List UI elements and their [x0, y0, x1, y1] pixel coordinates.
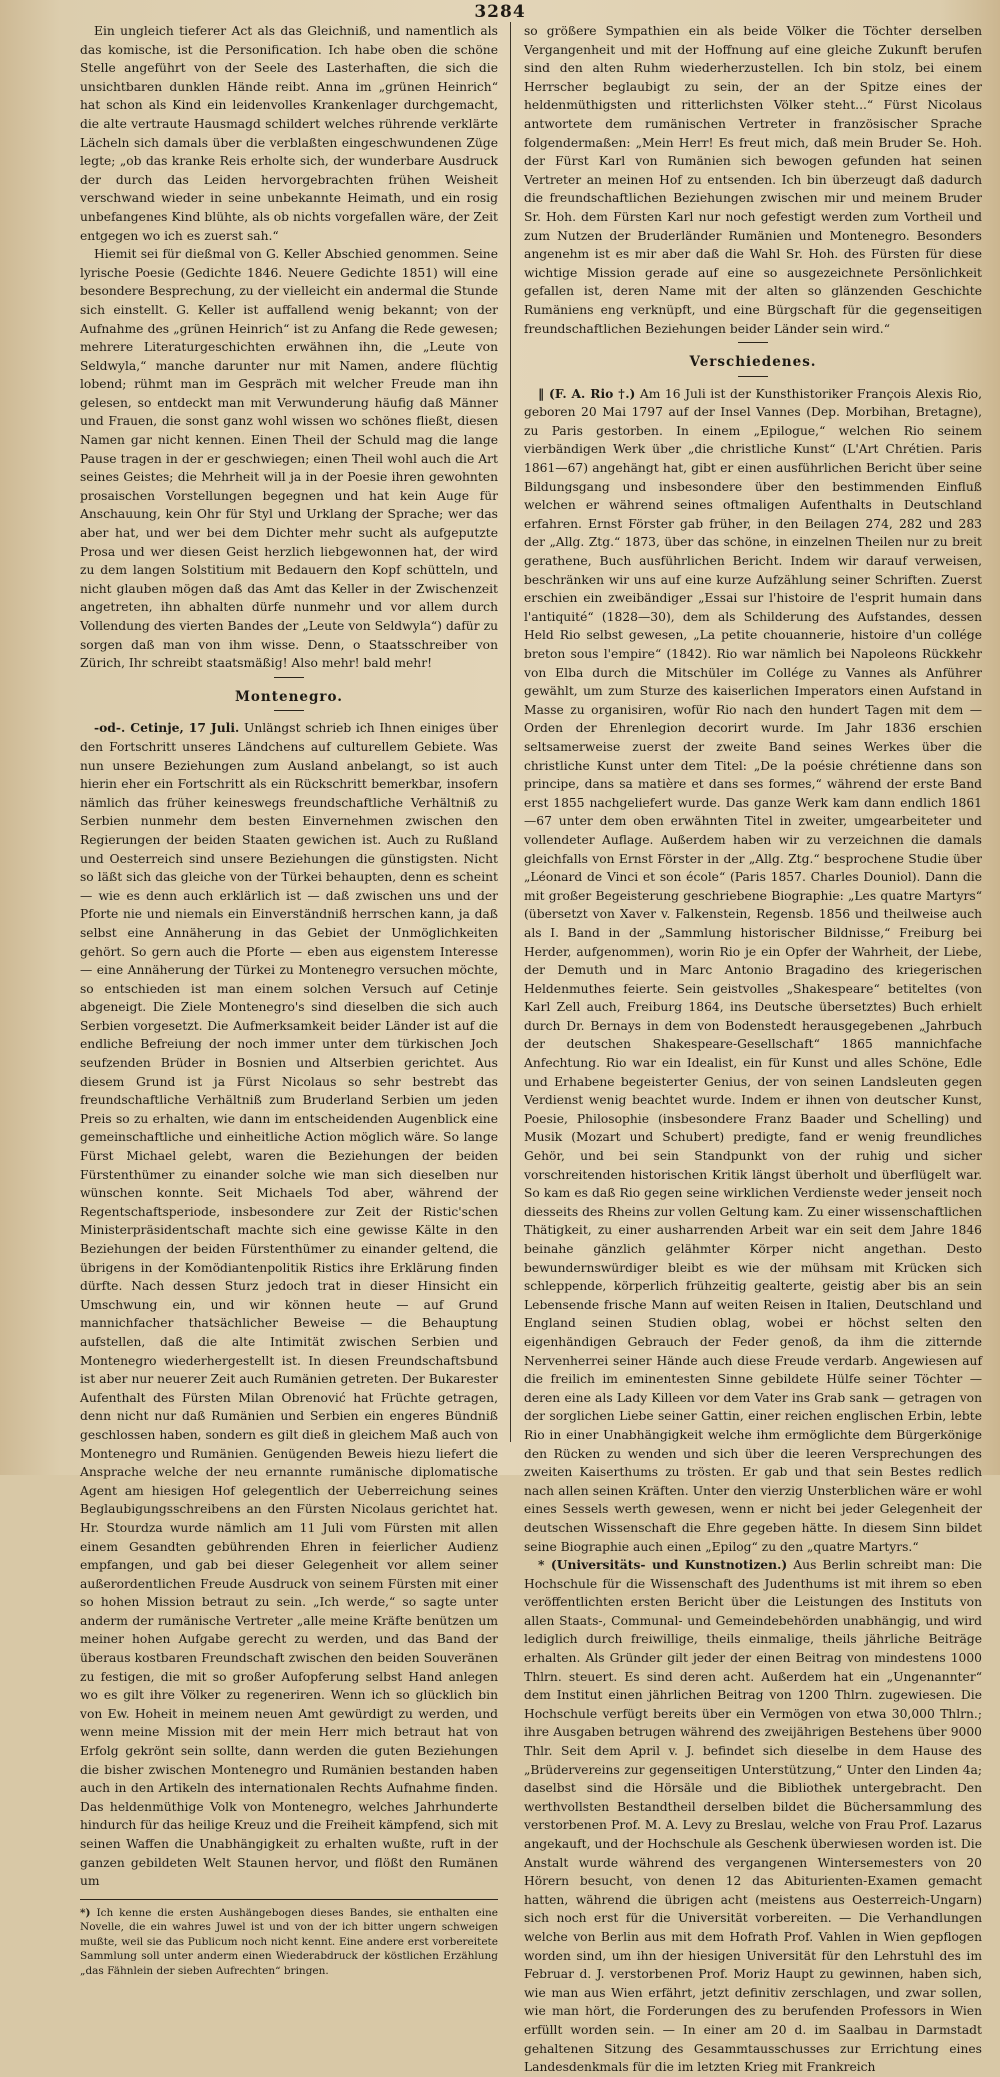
montenegro-text: Unlängst schrieb ich Ihnen einiges über den Fortschritt unseres Ländchens auf culturellem Gebiete. Was nun unsere Beziehungen zum Ausland anbelangt, so ist auch hierin eher ein Fortschritt als ein Rückschritt bemerkbar, insofern nämlich das früher keineswegs freundschaftliche Verhältniß zu Serbien nunmehr dem besten Einvernehmen zwischen den Regierungen der beiden Staaten gewichen ist. Auch zu Rußland und Oesterreich sind unsere Beziehungen die günstigsten. Nicht so läßt sich das gleiche von der Türkei behaupten, denn es scheint — wie es denn auch erklärlich ist — daß zwischen uns und der Pforte nie und niemals ein Einverständniß herrschen kann, ja daß selbst eine Annäherung in das Gebiet der Unmöglichkeiten gehört. So gern auch die Pforte — eben aus eigenstem Interesse — eine Annäherung der Türkei zu Montenegro versuchen möchte, so entschieden ist man einem solchen Versuch auf Cetinje abgeneigt. Die Ziele Montenegro's sind dieselben die sich auch Serbien vorgesetzt. Die Aufmerksamkeit beider Länder ist auf die endliche Befreiung der noch immer unter dem türkischen Joch seufzenden Brüder in Bosnien und Altserbien gerichtet. Aus diesem Grund ist ja Fürst Nicolaus so sehr bestrebt das freundschaftliche Verhältniß zum Bruderland Serbien um jeden Preis so zu erhalten, wie dann im entscheidenden Augenblick eine gemeinschaftliche und einheitliche Action möglich wäre. So lange Fürst Michael gelebt, waren die Beziehungen der beiden Fürstenthümer zu einander solche wie man sich dieselben nur wünschen konnte. Seit Michaels Tod aber, während der Regentschaftsperiode, insbesondere zur Zeit der Ristic'schen Ministerpräsidentschaft machte sich eine gewisse Kälte in den Beziehungen der beiden Fürstenthümer zu einander geltend, die übrigens in der Komödiantenpolitik Ristics ihre Erklärung finden dürfte. Nach dessen Sturz jedoch trat in dieser Hinsicht ein Umschwung ein, und wir können heute — auf Grund mannichfacher thatsächlicher Beweise — die Behauptung aufstellen, daß die alte Intimität zwischen Serbien und Montenegro wiederhergestellt ist. In diesen Freundschaftsbund ist aber nur neuerer Zeit auch Rumänien getreten. Der Bukarester Aufenthalt des Fürsten Milan Obrenović hat Früchte getragen, denn nicht nur daß Rumänien und Serbien ein engeres Bündniß geschlossen haben, sondern es gilt dieß in gleichem Maß auch von Montenegro und Rumänien. Genügenden Beweis hiezu liefert die Ansprache welche der neu ernannte rumänische diplomatische Agent am hiesigen Hof gelegentlich der Ueberreichung seines Beglaubigungsschreibens an den Fürsten Nicolaus gerichtet hat. Hr. Stourdza wurde nämlich am 11 Juli vom Fürsten mit allen einem Gesandten gebührenden Ehren in feierlicher Audienz empfangen, und gab bei dieser Gelegenheit vor allem seiner außerordentlichen Freude Ausdruck von seinem Fürsten mit einer so hohen Mission betraut zu sein. „Ich werde,“ so sagte unter anderm der rumänische Vertreter „alle meine Kräfte benützen um meiner hohen Aufgabe gerecht zu werden, und das Band der überaus kostbaren Freundschaft zwischen den beiden Souveränen zu festigen, die mit so großer Aufopferung selbst Hand anlegen wo es gilt ihre Völker zu regeneriren. Wenn ich so glücklich bin von Ew. Hoheit in meinem neuen Amt gewürdigt zu werden, und wenn meine Mission mit der mein Herr mich betraut hat von Erfolg gekrönt sein sollte, dann werden die guten Beziehungen die bisher zwischen Montenegro und Rumänien bestanden haben auch in den Artikeln des internationalen Rechts Aufnahme finden. Das heldenmüthige Volk von Montenegro, welches Jahrhunderte hindurch für das heilige Kreuz und die Freiheit kämpfend, sich mit seinen Waffen die Unabhängigkeit zu erhalten wußte, ruft in der ganzen gebildeten Welt Staunen hervor, und flößt den Rumänen um [80, 721, 498, 1889]
university-lead: * (Universitäts- und Kunstnotizen.) [538, 1557, 788, 1573]
montenegro-dateline: -od-. Cetinje, 17 Juli. [94, 720, 240, 736]
rio-text: Am 16 Juli ist der Kunsthistoriker François Alexis Rio, geboren 20 Mai 1797 auf der Insel Vannes (Dep. Morbihan, Bretagne), zu Paris gestorben. In einem „Epilogue,“ welchen Rio seinem vierbändigen Werk über „die christliche Kunst“ (L'Art Chrétien. Paris 1861—67) angehängt hat, gibt er einen ausführlichen Bericht über seine Bildungsgang und insbesondere über den bestimmenden Einfluß welchen er während seines oftmaligen Aufenthalts in Deutschland erfahren. Ernst Förster gab früher, in den Beilagen 274, 282 und 283 der „Allg. Ztg.“ 1873, über das schöne, in einzelnen Theilen nur zu breit gerathene, Buch ausführlichen Bericht. Indem wir darauf verweisen, beschränken wir uns auf eine kurze Aufzählung seiner Schriften. Zuerst erschien ein zweibändiger „Essai sur l'histoire de l'esprit humain dans l'antiquité“ (1828—30), dem als Schilderung des Aufstandes, dessen Held Rio selbst gewesen, „La petite chouannerie, histoire d'un collége breton sous l'empire“ (1842). Rio war nämlich bei Napoleons Rückkehr von Elba durch die Mitschüler im Collége zu Vannes als Anführer gewählt, um zum Sturze des kaiserlichen Imperators einen Aufstand in Masse zu organisiren, wofür Rio nach den hundert Tagen mit dem — Orden der Ehrenlegion decorirt wurde. Im Jahr 1836 erschien seltsamerweise zuerst der zweite Band seines Werkes über die christliche Kunst unter dem Titel: „De la poésie chrétienne dans son principe, dans sa matière et dans ses formes,“ während der erste Band erst 1855 nachgeliefert wurde. Das ganze Werk kam dann endlich 1861—67 unter dem oben erwähnten Titel in zweiter, umgearbeiteter und vollendeter Auflage. Außerdem haben wir zu verzeichnen die damals gleichfalls von Ernst Förster in der „Allg. Ztg.“ besprochene Studie über „Léonard de Vinci et son école“ (Paris 1857. Charles Douniol). Dann die mit großer Begeisterung geschriebene Biographie: „Les quatre Martyrs“ (übersetzt von Xaver v. Falkenstein, Regensb. 1856 und theilweise auch als I. Band in der „Sammlung historischer Bildnisse,“ Freiburg bei Herder, aufgenommen), worin Rio je ein Opfer der Wahrheit, der Liebe, der Demuth und in Marc Antonio Bragadino des kriegerischen Heldenmuthes feierte. Sein geistvolles „Shakespeare“ betiteltes (von Karl Zell auch, Freiburg 1864, ins Deutsche übersetztes) Buch erhielt durch Dr. Bernays in dem von Bodenstedt herausgegebenen „Jahrbuch der deutschen Shakespeare-Gesellschaft“ 1865 mannichfache Anfechtung. Rio war ein Idealist, ein für Kunst und alles Schöne, Edle und Erhabene begeisterter Genius, der von seinen Landsleuten gegen Verdienst wenig beachtet wurde. Indem er ihnen von deutscher Kunst, Poesie, Philosophie (insbesondere Franz Baader und Schelling) und Musik (Mozart und Schubert) predigte, fand er wenig freundliches Gehör, und bei sein Standpunkt von der ruhig und sicher vorschreitenden historischen Kritik längst überholt und überflügelt war. So kam es daß Rio gegen seine wirklichen Verdienste weder jenseit noch diesseits des Rheins zur vollen Geltung kam. Zu einer wissenschaftlichen Thätigkeit, zu einer ausharrenden Arbeit war ein seit dem Jahre 1846 beinahe gänzlich gelähmter Körper nicht angethan. Desto bewundernswürdiger bleibt es wie der mühsam mit Krücken sich schleppende, körperlich frühzeitig gealterte, geistig aber bis an sein Lebensende frische Mann auf weiten Reisen in Italien, Deutschland und England seinen Studien oblag, wobei er höchst selten den eigenhändigen Gebrauch der Feder genoß, da ihm die zitternde Nervenherrei seiner Hände auch diese Freude verdarb. Angewiesen auf die freilich im eminentesten Sinne gebildete Hülfe seiner Töchter — deren eine als Lady Killeen vor dem Vater ins Grab sank — getragen von der sorglichen Liebe seiner Gattin, einer reichen englischen Erbin, lebte Rio in einer Unabhängigkeit welche ihm ermöglichte dem Bürgerkönige den Rücken zu wenden und sich über die leeren Versprechungen des zweiten Kaiserthums zu trösten. Er gab und that sein Bestes redlich nach allen seinen Kräften. Unter den vierzig Unsterblichen wäre er wohl eines Sessels werth gewesen, wenn er nicht bei jeder Gelegenheit der deutschen Wissenschaft die Ehre gegeben hätte. In diesem Sinn bildet seine Biographie auch einen „Epilog“ zu den „quatre Martyrs.“ [524, 386, 982, 1554]
footnote [80, 1899, 498, 1979]
keller-paragraph-1: Ein ungleich tieferer Act als das Gleichniß, und namentlich als das komische, ist die Personification. Ich habe oben die schöne Stelle angeführt von der Seele des Lasterhaften, die sich die unsichtbaren dunklen Hände reibt. Anna im „grünen Heinrich“ hat schon als Kind ein leidenvolles Krankenlager durchgemacht, die alte vertraute Hausmagd schildert welches rührende verklärte Lächeln sich damals über die verblaßten eingeschwundenen Züge legte; „ob das kranke Reis erholte sich, der wunderbare Ausdruck der durch das Leiden hervorgebrachten frühen Weisheit verschwand wieder in seine unbekannte Heimath, und ein rosig unbefangenes Kind blühte, als ob nichts vorgefallen wäre, der Zeit entgegen wo ich es zuerst sah.“ [80, 24, 498, 243]
footnote-mark: *) [80, 1906, 91, 1919]
section-divider [274, 677, 304, 678]
section-divider [274, 710, 304, 711]
montenegro-heading: Montenegro. [234, 688, 343, 705]
university-notes [524, 1556, 982, 2077]
verschiedenes-heading: Verschiedenes. [689, 354, 817, 371]
montenegro-continued: so größere Sympathien ein als beide Völker die Töchter derselben Vergangenheit und mit der Hoffnung auf eine gleiche Zukunft berufen sind den alten Ruhm wiederherzustellen. Ich bin stolz, bei einem Herrscher beglaubigt zu sein, der an der Spitze eines der heldenmüthigsten und ritterlichsten Völker steht...“ Fürst Nicolaus antwortete dem rumänischen Vertreter in französischer Sprache folgendermaßen: „Mein Herr! Es freut mich, daß mein Bruder Se. Hoh. der Fürst Karl von Rumänien sich bewogen gefunden hat seinen Vertreter an meinen Hof zu entsenden. Ich bin überzeugt daß dadurch die freundschaftlichen Beziehungen zwischen mir und meinem Bruder Sr. Hoh. dem Fürsten Karl nur noch gefestigt werden zum Vortheil und zum Nutzen der Bruderländer Rumänien und Montenegro. Besonders angenehm ist es mir aber daß die Wahl Sr. Hoh. des Fürsten für diese wichtige Mission gerade auf eine so ausgezeichnete Persönlichkeit gefallen ist, deren Name mit der alten so glänzenden Geschichte Rumäniens eng verknüpft, und eine Bürgschaft für die gegenseitigen freundschaftlichen Beziehungen beider Länder sein wird.“ [524, 24, 982, 336]
footnote-text: Ich kenne die ersten Aushängebogen dieses Bandes, sie enthalten eine Novelle, die ein wahres Juwel ist und von der ich bitter ungern schweigen mußte, weil sie das Publicum noch nicht kennt. Eine andere erst vorbereitete Sammlung soll unter anderm einen Wiederabdruck der köstlichen Erzählung „das Fähnlein der sieben Aufrechten“ bringen. [80, 1906, 498, 1977]
montenegro-article [80, 719, 498, 1890]
keller-paragraph-2: Hiemit sei für dießmal von G. Keller Abschied genommen. Seine lyrische Poesie (Gedichte 1846. Neuere Gedichte 1851) will eine besondere Besprechung, zu der vielleicht ein andermal die Stunde sich einstellt. G. Keller ist auffallend wenig bekannt; von der Aufnahme des „grünen Heinrich“ ist zu Anfang die Rede gewesen; mehrere Literaturgeschichten erwähnen ihn, die „Leute von Seldwyla,“ manche darunter nur mit Namen, andere flüchtig lobend; rühmt man im Gespräch mit welcher Freude man ihn gelesen, so entdeckt man mit Verwunderung häufig daß Männer und Frauen, die sonst ganz wohl wissen wo schönes fließt, diesen Namen gar nicht kennen. Einen Theil der Schuld mag die lange Pause tragen in der er geschwiegen; einen Theil wohl auch die Art seines Geistes; die Mehrheit will ja in der Poesie ihren gewohnten prosaischen Vorstellungen begegnen und hat kein Auge für Anschauung, kein Ohr für Styl und Urklang der Sprache; wer das aber hat, und wer bei dem Dichter mehr sucht als aufgeputzte Prosa und wer diesen Geist herzlich liebgewonnen hat, der wird zu dem langen Solstitium mit Bedauern den Kopf schütteln, und nicht glauben mögen daß das Amt das Keller in der Zwischenzeit angetreten, ihn abhalten dürfe nunmehr und vor allem durch Vollendung des vierten Bandes der „Leute von Seldwyla“) dafür zu sorgen daß man von ihm wisse. Denn, o Staatsschreiber von Zürich, Ihr schreibt staatsmäßig! Also mehr! bald mehr! [80, 247, 498, 671]
right-column [524, 22, 982, 2075]
rio-obituary [524, 385, 982, 1556]
rio-lead: ‖ (F. A. Rio †.) [538, 385, 636, 401]
section-divider [738, 376, 768, 377]
page-number: 3284 [474, 2, 526, 22]
column-divider [510, 22, 511, 1442]
university-text: Aus Berlin schreibt man: Die Hochschule für die Wissenschaft des Judenthums ist mit ihrem so eben veröffentlichten ersten Bericht über die Leistungen des Instituts von allen Staats-, Communal- und Gemeindebehörden unabhängig, und wird lediglich durch freiwillige, theils einmalige, theils jährliche Beiträge erhalten. Als Gründer gilt jeder der einen Beitrag von mindestens 1000 Thlrn. steuert. Es sind deren acht. Außerdem hat ein „Ungenannter“ dem Institut einen jährlichen Beitrag von 1200 Thlrn. zugewiesen. Die Hochschule verfügt bereits über ein Vermögen von etwa 30,000 Thlrn.; ihre Ausgaben betrugen während des zweijährigen Bestehens über 9000 Thlr. Seit dem April v. J. befindet sich dieselbe in dem Hause des „Brüdervereins zur gegenseitigen Unterstützung,“ Unter den Linden 4a; daselbst sind die Hörsäle und die Bibliothek untergebracht. Den werthvollsten Bestandtheil derselben bildet die Büchersammlung des verstorbenen Prof. M. A. Levy zu Breslau, welche von Frau Prof. Lazarus angekauft, und der Hochschule als Geschenk überwiesen worden ist. Die Anstalt wurde während des vergangenen Wintersemesters von 20 Hörern besucht, von denen 12 das Abiturienten-Examen gemacht hatten, während die übrigen acht (meistens aus Oesterreich-Ungarn) sich noch erst für die Universität vorbereiten. — Die Verhandlungen welche von Berlin aus mit dem Hofrath Prof. Vahlen in Wien gepflogen worden sind, um ihn der hiesigen Universität für den Lehrstuhl des im Februar d. J. verstorbenen Prof. Moriz Haupt zu gewinnen, haben sich, wie man aus Wien erfährt, jetzt definitiv zerschlagen, und zwar sollen, wie man hört, die Forderungen des zu berufenden Professors in Wien erfüllt worden sein. — In einer am 20 d. im Saalbau in Darmstadt gehaltenen Sitzung des Gesammtausschusses zur Errichtung eines Landesdenkmals für die im letzten Krieg mit Frankreich [524, 1558, 982, 2075]
left-column [80, 22, 498, 1977]
section-divider [738, 342, 768, 343]
